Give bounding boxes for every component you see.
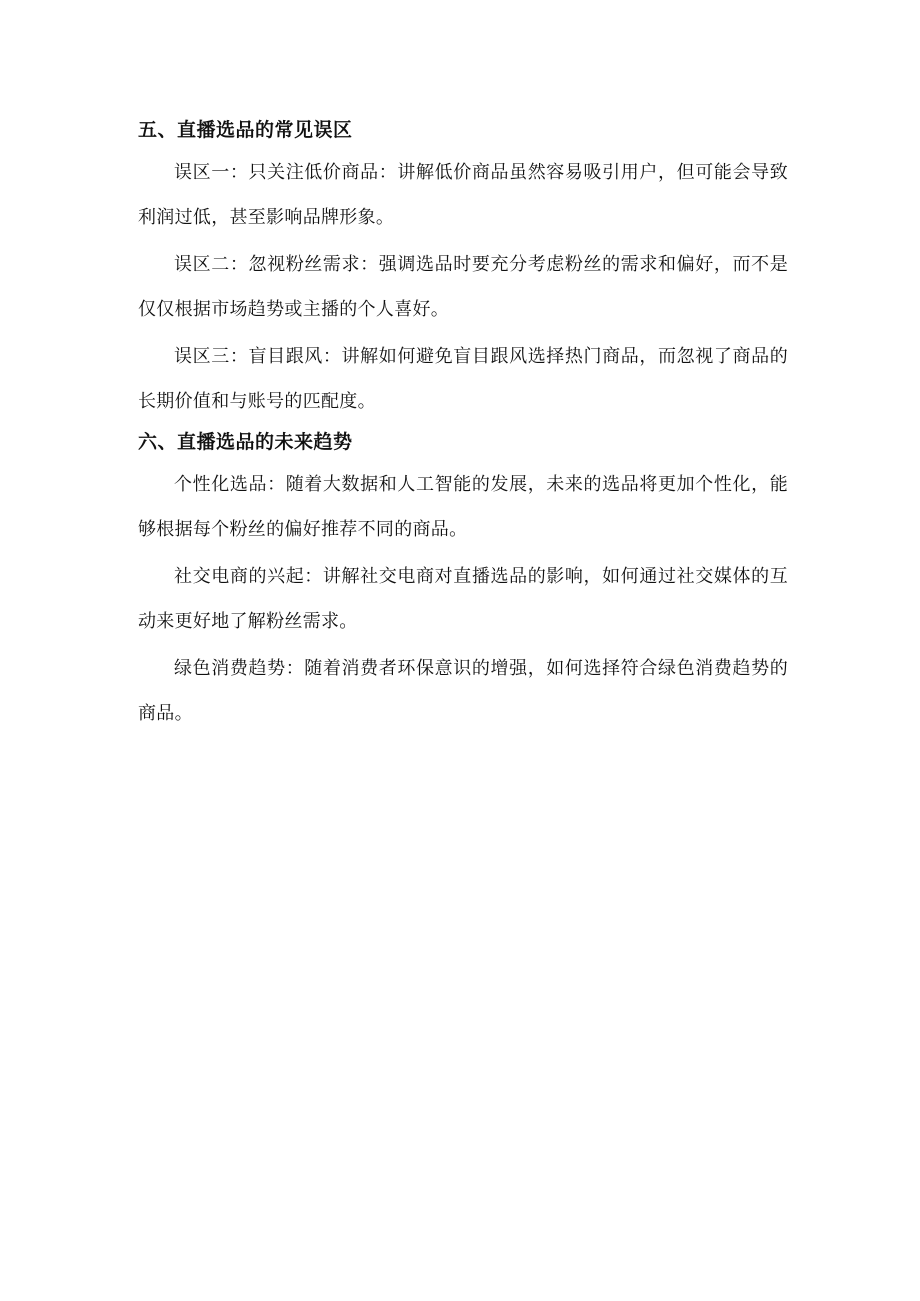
paragraph: 社交电商的兴起：讲解社交电商对直播选品的影响，如何通过社交媒体的互动来更好地了解粉丝需求。: [138, 566, 788, 632]
document-page: [138, 114, 788, 738]
paragraph: 误区三：盲目跟风：讲解如何避免盲目跟风选择热门商品，而忽视了商品的长期价值和与账号的匹配度。: [138, 346, 788, 412]
paragraph: 绿色消费趋势：随着消费者环保意识的增强，如何选择符合绿色消费趋势的商品。: [138, 658, 788, 724]
section-future-trends: [138, 426, 788, 736]
paragraph: 误区一：只关注低价商品：讲解低价商品虽然容易吸引用户，但可能会导致利润过低，甚至影响品牌形象。: [138, 162, 788, 228]
section-heading: 五、直播选品的常见误区: [138, 119, 353, 141]
paragraph: 误区二：忽视粉丝需求：强调选品时要充分考虑粉丝的需求和偏好，而不是仅仅根据市场趋势或主播的个人喜好。: [138, 254, 788, 320]
section-heading: 六、直播选品的未来趋势: [138, 431, 353, 453]
section-common-mistakes: [138, 114, 788, 424]
paragraph: 个性化选品：随着大数据和人工智能的发展，未来的选品将更加个性化，能够根据每个粉丝的偏好推荐不同的商品。: [138, 474, 788, 540]
